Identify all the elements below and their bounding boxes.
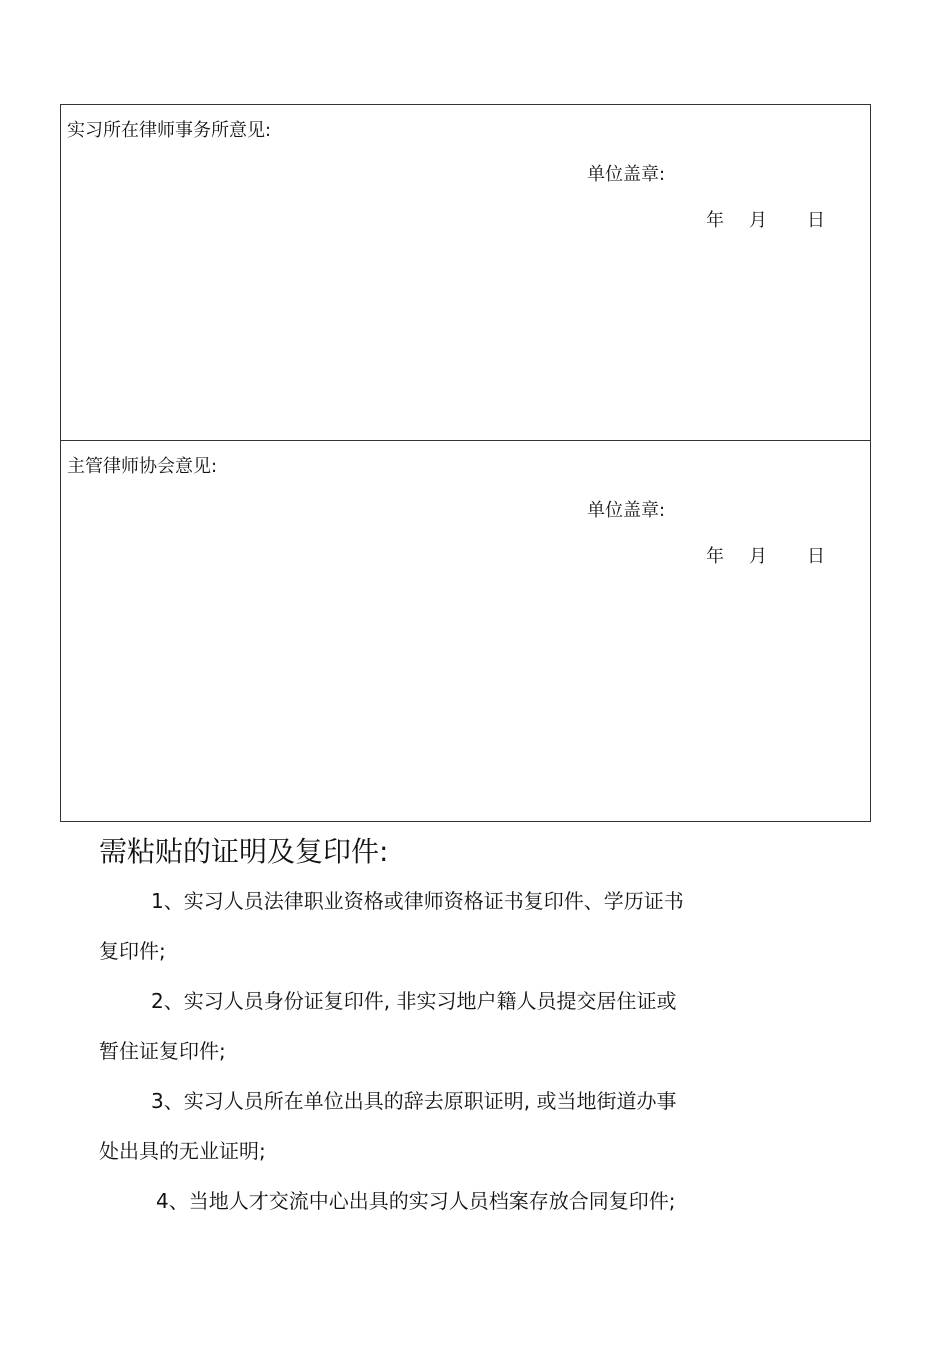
attachment-item-3-cont: 处出具的无业证明; [99, 1139, 266, 1163]
attachments-heading: 需粘贴的证明及复印件: [99, 835, 389, 868]
attachment-item-1-cont: 复印件; [99, 939, 166, 963]
bar-association-date-day: 日 [807, 546, 825, 567]
law-firm-seal-label: 单位盖章: [587, 164, 666, 185]
law-firm-date-month: 月 [749, 210, 767, 231]
law-firm-opinion-section [61, 105, 870, 441]
bar-association-date-year: 年 [706, 546, 724, 567]
attachment-item-1: 1、实习人员法律职业资格或律师资格证书复印件、学历证书 [151, 889, 684, 913]
attachment-item-2: 2、实习人员身份证复印件, 非实习地户籍人员提交居住证或 [151, 989, 677, 1013]
law-firm-opinion-title: 实习所在律师事务所意见: [67, 120, 272, 141]
bar-association-seal-label: 单位盖章: [587, 500, 666, 521]
opinion-form-table [60, 104, 871, 822]
bar-association-date-month: 月 [749, 546, 767, 567]
attachment-item-2-cont: 暂住证复印件; [99, 1039, 226, 1063]
law-firm-date-day: 日 [807, 210, 825, 231]
attachment-item-3: 3、实习人员所在单位出具的辞去原职证明, 或当地街道办事 [151, 1089, 677, 1113]
bar-association-opinion-section [61, 441, 870, 821]
attachment-item-4: 4、当地人才交流中心出具的实习人员档案存放合同复印件; [156, 1189, 676, 1213]
law-firm-date-year: 年 [706, 210, 724, 231]
bar-association-opinion-title: 主管律师协会意见: [67, 456, 218, 477]
